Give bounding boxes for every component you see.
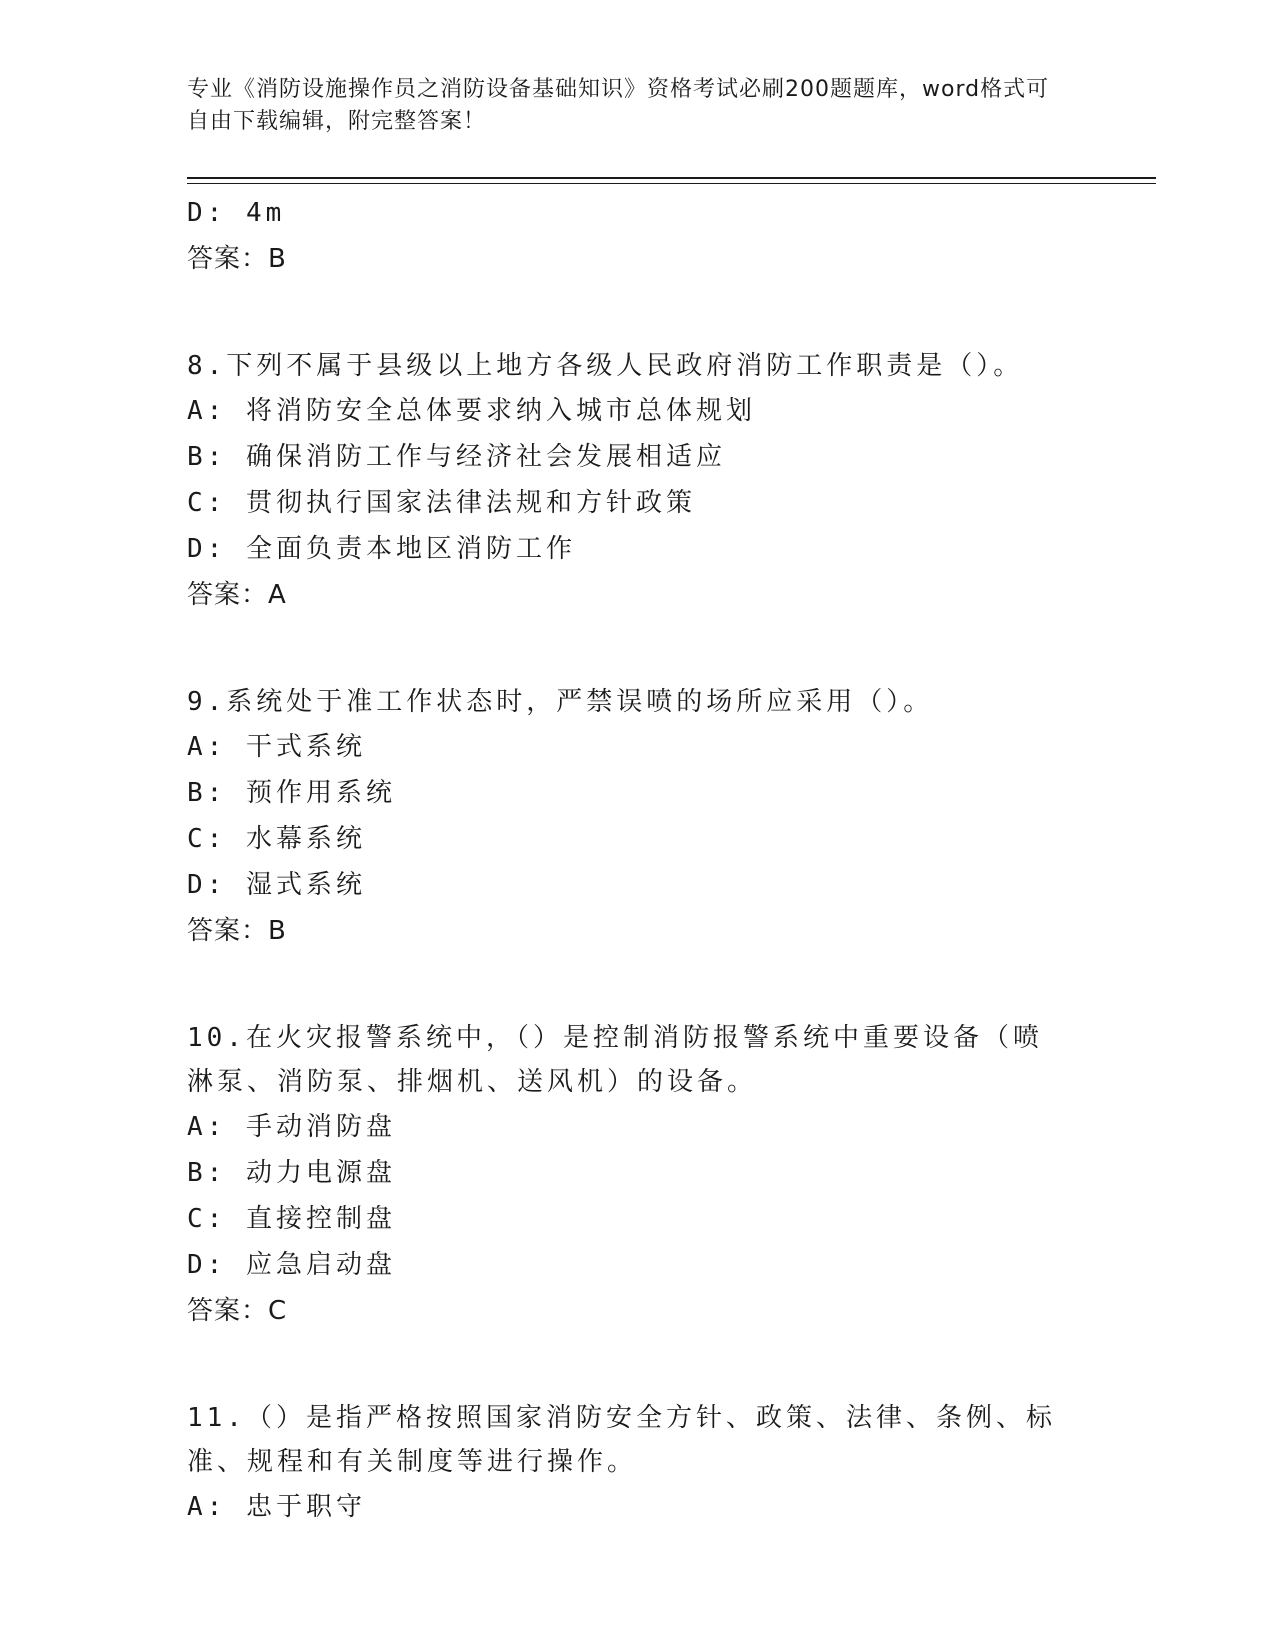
- option-a: A: 干式系统: [187, 732, 366, 762]
- answer: 答案：B: [187, 244, 287, 274]
- option-a: A: 忠于职守: [187, 1492, 366, 1522]
- question-text: 8.下列不属于县级以上地方各级人民政府消防工作职责是（）。: [187, 351, 1024, 381]
- option-d: D: 4m: [187, 198, 286, 228]
- question-10: [187, 1016, 1087, 1334]
- option-a: A: 将消防安全总体要求纳入城市总体规划: [187, 396, 756, 426]
- question-text: 11.（）是指严格按照国家消防安全方针、政策、法律、条例、标准、规程和有关制度等进行操作。: [187, 1403, 1056, 1477]
- option-b: B: 预作用系统: [187, 778, 396, 808]
- option-d: D: 湿式系统: [187, 870, 366, 900]
- option-d: D: 全面负责本地区消防工作: [187, 534, 576, 564]
- option-b: B: 确保消防工作与经济社会发展相适应: [187, 442, 726, 472]
- question-8: [187, 344, 1087, 618]
- answer: 答案：A: [187, 580, 287, 610]
- question-text: 9.系统处于准工作状态时，严禁误喷的场所应采用（）。: [187, 687, 934, 717]
- header-divider: [187, 177, 1156, 179]
- document-header: 专业《消防设施操作员之消防设备基础知识》资格考试必刷200题题库，word格式可自由下载编辑，附完整答案！: [187, 77, 1050, 134]
- option-c: C: 直接控制盘: [187, 1204, 396, 1234]
- answer: 答案：C: [187, 1296, 288, 1326]
- header-divider-thin: [187, 183, 1156, 184]
- question-11: [187, 1396, 1087, 1530]
- question-text: 10.在火灾报警系统中，（）是控制消防报警系统中重要设备（喷淋泵、消防泵、排烟机、送风机）的设备。: [187, 1023, 1043, 1097]
- option-c: C: 水幕系统: [187, 824, 366, 854]
- question-9: [187, 680, 1087, 954]
- option-a: A: 手动消防盘: [187, 1112, 396, 1142]
- answer: 答案：B: [187, 916, 287, 946]
- question-list: [187, 190, 1087, 1530]
- option-b: B: 动力电源盘: [187, 1158, 396, 1188]
- option-c: C: 贯彻执行国家法律法规和方针政策: [187, 488, 696, 518]
- option-d: D: 应急启动盘: [187, 1250, 396, 1280]
